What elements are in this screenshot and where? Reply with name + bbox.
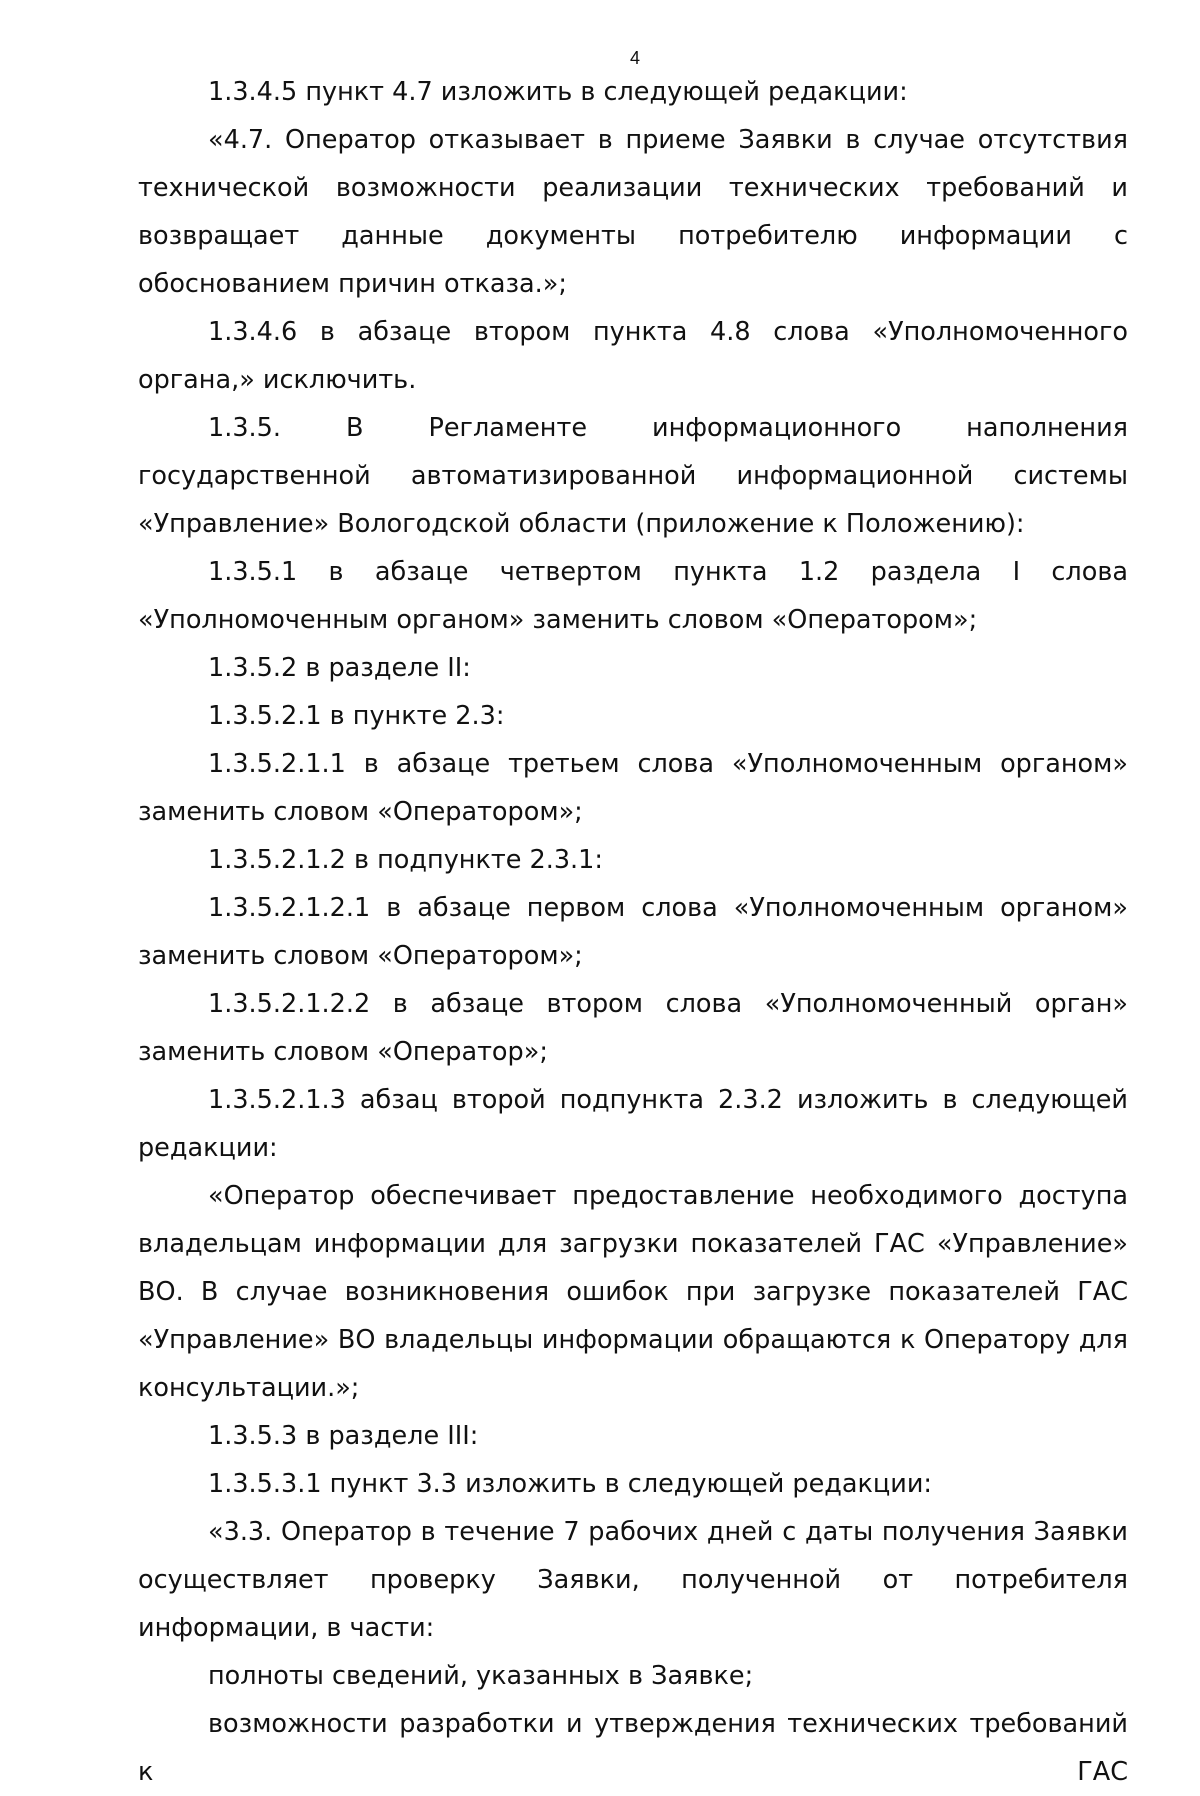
paragraph-1-3-5-2: 1.3.5.2 в разделе II: xyxy=(208,653,471,683)
document-body xyxy=(138,68,1128,1796)
paragraph-1-3-5-2-1-2-2: 1.3.5.2.1.2.2 в абзаце втором слова «Уполномоченный орган» заменить словом «Оператор»; xyxy=(138,989,1128,1067)
paragraph-1-3-5-2-1-3: 1.3.5.2.1.3 абзац второй подпункта 2.3.2 изложить в следующей редакции: xyxy=(138,1085,1128,1163)
paragraph-1-3-5-1: 1.3.5.1 в абзаце четвертом пункта 1.2 раздела I слова «Уполномоченным органом» заменить словом «Оператором»; xyxy=(138,557,1128,635)
paragraph-1-3-4-6: 1.3.4.6 в абзаце втором пункта 4.8 слова «Уполномоченного органа,» исключить. xyxy=(138,317,1128,395)
paragraph-1-3-5-3: 1.3.5.3 в разделе III: xyxy=(208,1421,479,1451)
paragraph-1-3-5-2-1-2-1: 1.3.5.2.1.2.1 в абзаце первом слова «Уполномоченным органом» заменить словом «Оператором»; xyxy=(138,893,1128,971)
paragraph-1-3-5-3-1: 1.3.5.3.1 пункт 3.3 изложить в следующей редакции: xyxy=(208,1469,933,1499)
paragraph-1-3-5-2-1-1: 1.3.5.2.1.1 в абзаце третьем слова «Уполномоченным органом» заменить словом «Оператором»; xyxy=(138,749,1128,827)
paragraph-quote-4-7: «4.7. Оператор отказывает в приеме Заявки в случае отсутствия технической возможности реализации технических требований и возвращает данные документы потребителю информации с обоснованием причин отказа.»; xyxy=(138,125,1128,299)
paragraph-quote-operator: «Оператор обеспечивает предоставление необходимого доступа владельцам информации для загрузки показателей ГАС «Управление» ВО. В случае возникновения ошибок при загрузке показателей ГАС «Управление» ВО владельцы информации обращаются к Оператору для консультации.»; xyxy=(138,1181,1128,1403)
paragraph-1-3-5: 1.3.5. В Регламенте информационного наполнения государственной автоматизированной информационной системы «Управление» Вологодской области (приложение к Положению): xyxy=(138,413,1128,539)
paragraph-1-3-4-5: 1.3.4.5 пункт 4.7 изложить в следующей редакции: xyxy=(208,77,908,107)
paragraph-completeness: полноты сведений, указанных в Заявке; xyxy=(208,1661,754,1691)
paragraph-1-3-5-2-1-2: 1.3.5.2.1.2 в подпункте 2.3.1: xyxy=(208,845,603,875)
paragraph-1-3-5-2-1: 1.3.5.2.1 в пункте 2.3: xyxy=(208,701,505,731)
paragraph-possibility: возможности разработки и утверждения технических требований к ГАС xyxy=(138,1709,1128,1787)
page-number: 4 xyxy=(629,48,640,68)
paragraph-quote-3-3: «3.3. Оператор в течение 7 рабочих дней с даты получения Заявки осуществляет проверку Заявки, полученной от потребителя информации, в части: xyxy=(138,1517,1128,1643)
